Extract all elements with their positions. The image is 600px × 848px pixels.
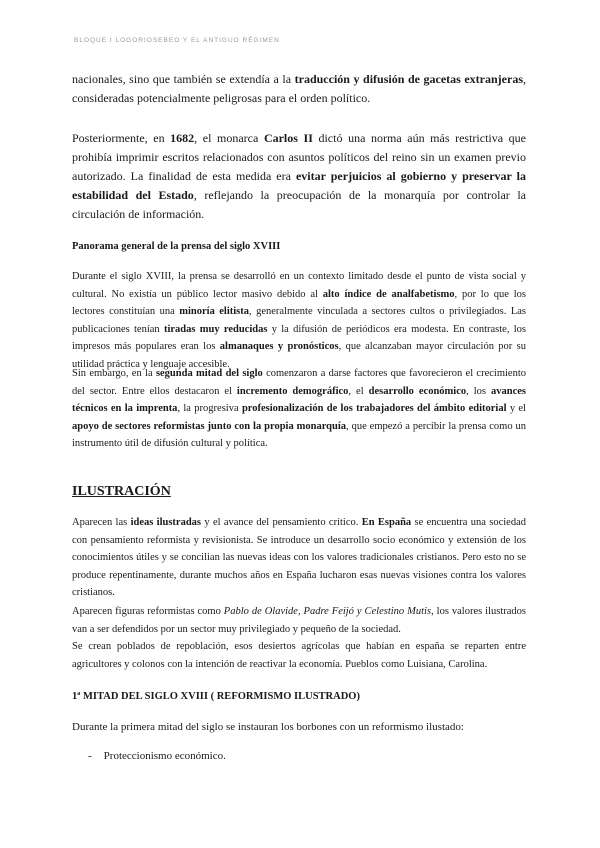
list-item-text: Proteccionismo económico. [103,750,226,762]
paragraph-borbones: Durante la primera mitad del siglo se instauran los borbones con un reformismo ilustado: [72,721,464,733]
paragraph-press-control: nacionales, sino que también se extendía a la traducción y difusión de gacetas extranjeras, consideradas potencialmente peligrosas para el orden político. [72,72,526,105]
paragraph-second-half: Sin embargo, en la segunda mitad del siglo comenzaron a darse factores que favorecieron el crecimiento del sector. Entre ellos destacaron el incremento demográfico, el desarrollo económico, los avances técnicos en la imprenta, la progresiva profesionalización de los trabajadores del ámbito editorial y el apoyo de sectores reformistas junto con la propia monarquía, que empezó a percibir la prensa como un instrumento útil de difusión cultural y política. [72,368,526,449]
list-marker: - [88,750,92,762]
paragraph-carlos-ii: Posteriormente, en 1682, el monarca Carlos II dictó una norma aún más restrictiva que prohibía imprimir escritos relacionados con asuntos políticos del reino sin un examen previo autorizado. La finalidad de esta medida era evitar perjuicios al gobierno y preservar la estabilidad del Estado, reflejando la preocupación de la monarquía por controlar la circulación de información. [72,131,526,221]
paragraph-repoblacion: Se crean poblados de repoblación, esos desiertos agrícolas que habían en españa se reparten entre agricultores y colonos con la intención de reactivar la economía. Pueblos como Luisiana, Carolina. [72,641,526,670]
heading-ilustracion: ILUSTRACIÓN [72,484,171,499]
heading-primera-mitad: 1ª MITAD DEL SIGLO XVIII ( REFORMISMO ILUSTRADO) [72,691,360,702]
heading-panorama: Panorama general de la prensa del siglo XVIII [72,241,281,252]
running-header: BLOQUE I LOGORIOSEBEO Y EL ANTIGUO RÉGIMEN [74,37,280,44]
paragraph-ideas-ilustradas: Aparecen las ideas ilustradas y el avance del pensamiento crítico. En España se encuentra una sociedad con pensamiento reformista y revisionista. Se introduce un desarrollo socio económico y extensión de los conocimientos útiles y se concilian las nuevas ideas con los valores tradicionales cristianos. Pero esto no se produce repentinamente, durante muchos años en España lucharon esas nuevas visiones contra los valores cristianos. [72,517,526,598]
paragraph-xviii-context: Durante el siglo XVIII, la prensa se desarrolló en un contexto limitado desde el punto de vista social y cultural. No existía un público lector masivo debido al alto índice de analfabetismo, por lo que los lectores constituían una minoría elitista, generalmente vinculada a sectores cultos o privilegiados. Las publicaciones tenían tiradas muy reducidas y la difusión de periódicos era modesta. En contraste, los impresos más populares eran los almanaques y pronósticos, que alcanzaban mayor circulación por su utilidad práctica y lenguaje accesible. [72,271,527,370]
paragraph-reformistas: Aparecen figuras reformistas como Pablo de Olavide, Padre Feijó y Celestino Mutis, los valores ilustrados van a ser defendidos por un sector muy privilegiado y pequeño de la sociedad. [72,606,526,635]
list-item [88,750,226,762]
